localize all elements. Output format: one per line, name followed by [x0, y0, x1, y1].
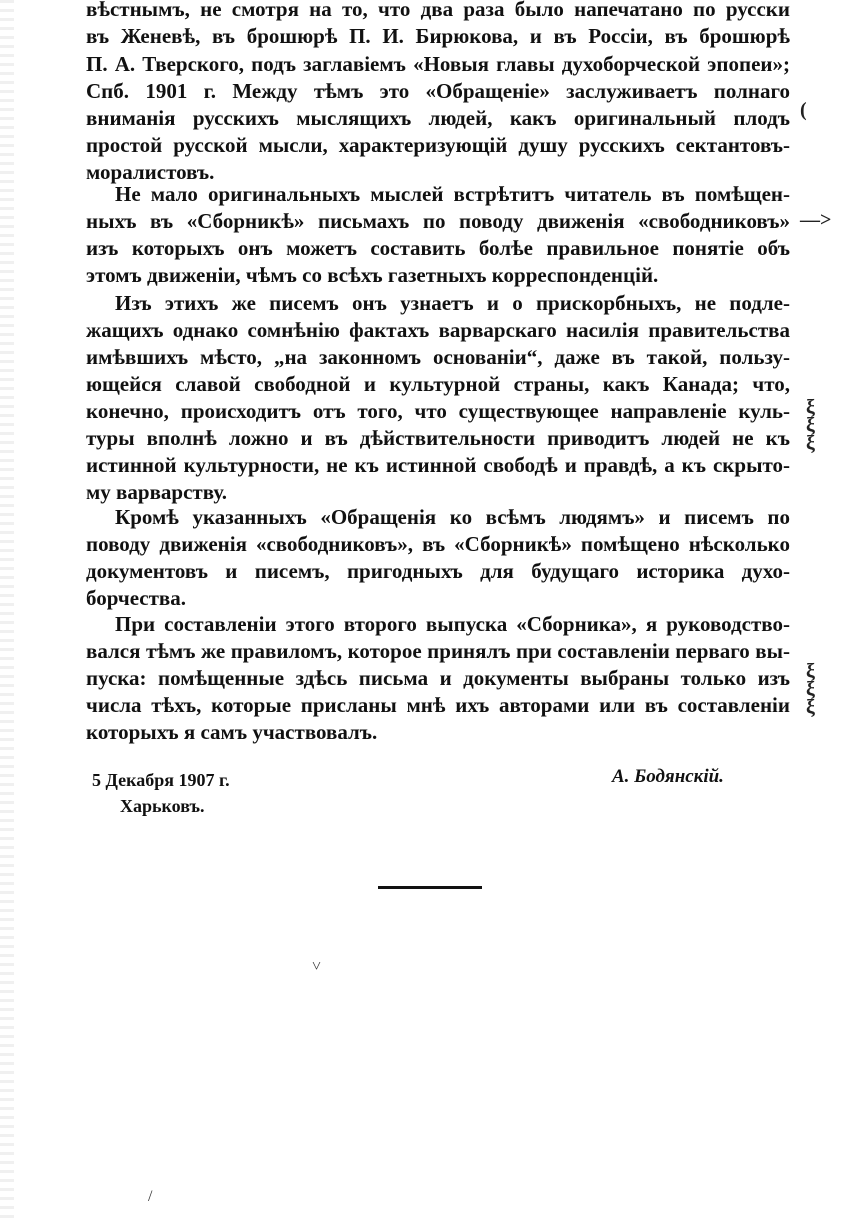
text-line: жащихъ однако сомнѣнію фактахъ варварскаго насилія правительства — [86, 318, 790, 342]
text-line: пуска: помѣщенные здѣсь письма и документы выбраны только изъ — [86, 666, 790, 690]
text-line: моралистовъ. — [86, 160, 215, 184]
text-line: поводу движенія «свободниковъ», въ «Сборникѣ» помѣщено нѣсколько — [86, 532, 790, 556]
text-line: При составленіи этого второго выпуска «Сборника», я руководство- — [115, 612, 790, 636]
section-divider — [378, 886, 482, 889]
text-line: документовъ и писемъ, пригодныхъ для будущаго историка духо- — [86, 559, 790, 583]
text-line: изъ которыхъ онъ можетъ составить болѣе правильное понятіе объ — [86, 236, 790, 260]
text-line: имѣвшихъ мѣсто, „на законномъ основаніи“, даже въ такой, пользу- — [86, 345, 790, 369]
text-line: му варварству. — [86, 480, 228, 504]
text-line: туры вполнѣ ложно и въ дѣйствительности приводитъ людей не къ — [86, 426, 790, 450]
text-line: Изъ этихъ же писемъ онъ узнаетъ и о прискорбныхъ, не подле- — [115, 291, 790, 315]
text-line: истинной культурности, не къ истинной свободѣ и правдѣ, а къ скрыто- — [86, 453, 790, 477]
text-line: ющейся славой свободной и культурной страны, какъ Канада; что, — [86, 372, 790, 396]
text-line: простой русской мысли, характеризующій душу русскихъ сектантовъ- — [86, 133, 790, 157]
text-line: ныхъ въ «Сборникѣ» письмахъ по поводу движенія «свободниковъ» — [86, 209, 790, 233]
margin-squiggle-icon: ξ ξ ξ — [806, 396, 815, 454]
text-line: вѣстнымъ, не смотря на то, что два раза было напечатано по русски — [86, 0, 790, 21]
page-edge-shadow — [0, 0, 14, 1222]
text-line: конечно, происходитъ отъ того, что существующее направленіе куль- — [86, 399, 790, 423]
margin-squiggle-icon: ξ ξ ξ — [806, 660, 815, 718]
text-line: Не мало оригинальныхъ мыслей встрѣтитъ читатель въ помѣщен- — [115, 182, 790, 206]
author-signature: А. Бодянскій. — [612, 766, 724, 787]
text-line: вниманія русскихъ мыслящихъ людей, какъ оригинальный плодъ — [86, 106, 790, 130]
text-line: въ Женевѣ, въ брошюрѣ П. И. Бирюкова, и въ Россіи, въ брошюрѣ — [86, 24, 790, 48]
text-line: этомъ движеніи, чѣмъ со всѣхъ газетныхъ корреспонденцій. — [86, 263, 659, 287]
text-line: вался тѣмъ же правиломъ, которое принялъ при составленіи перваго вы- — [86, 639, 790, 663]
closing-date: 5 Декабря 1907 г. — [92, 770, 230, 790]
closing-city: Харьковъ. — [120, 796, 205, 816]
scan-speck: / — [148, 1188, 153, 1205]
text-line: которыхъ я самъ участвовалъ. — [86, 720, 378, 744]
text-line: П. А. Тверского, подъ заглавіемъ «Новыя главы духоборческой эпопеи»; — [86, 52, 790, 76]
text-line: числа тѣхъ, которые присланы мнѣ ихъ авторами или въ составленіи — [86, 693, 790, 717]
margin-mark-bracket: ( — [800, 99, 807, 121]
text-line: Спб. 1901 г. Между тѣмъ это «Обращеніе» заслуживаетъ полнаго — [86, 79, 790, 103]
scan-speck: ˅ — [312, 958, 322, 975]
margin-arrow-icon: —> — [800, 209, 832, 231]
text-line: Кромѣ указанныхъ «Обращенія ко всѣмъ людямъ» и писемъ по — [115, 505, 790, 529]
text-line: борчества. — [86, 586, 187, 610]
